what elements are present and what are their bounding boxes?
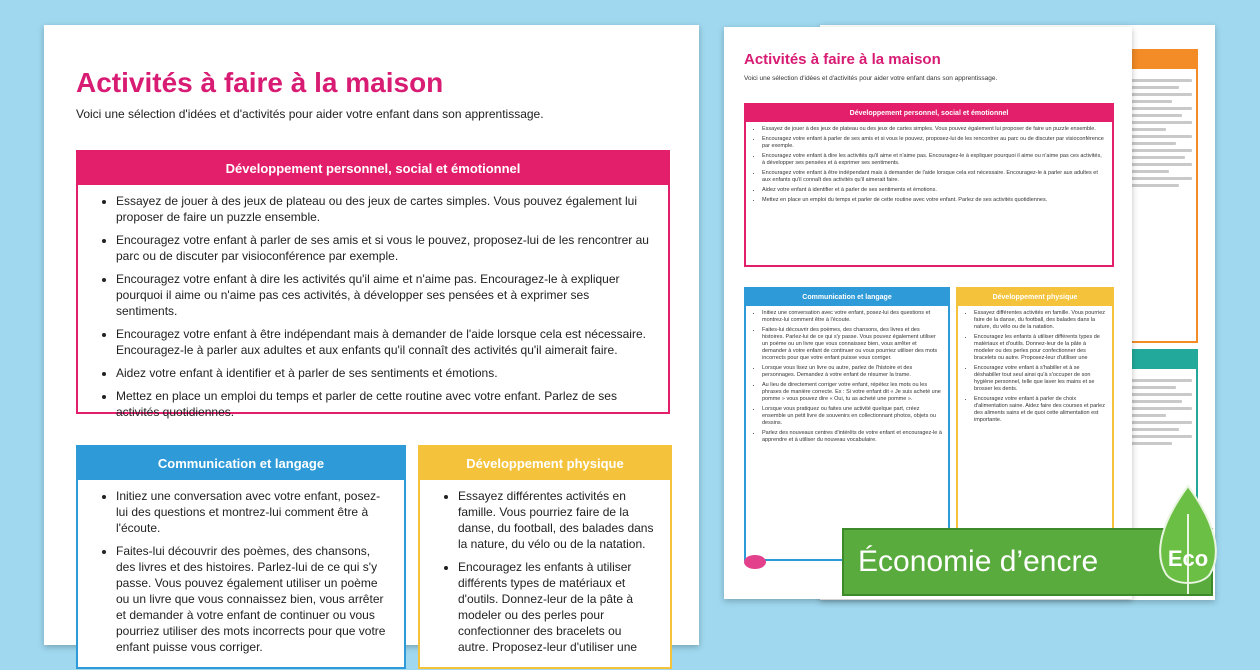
- list-item: • Encouragez les enfants à utiliser différents types de matériaux et d'outils. Donnez-leur de la pâte à modeler ou des perles pour confectionner des bracelets ou autre. Proposez-leur d'utiliser une: [458, 559, 654, 655]
- list-item: • Encouragez votre enfant à être indépendant mais à demander de l'aide lorsque cela est nécessaire. Encouragez-le à parler aux adultes et aux enfants qu'il connaît des activités qu'il aimerait faire.: [116, 326, 652, 358]
- right-page: [724, 27, 1132, 599]
- right-communication-heading: Communication et langage: [746, 289, 948, 306]
- personal-box: [76, 150, 670, 419]
- page-title: Activités à faire à la maison: [76, 67, 444, 98]
- list-item: • Mettez en place un emploi du temps et parler de cette routine avec votre enfant. Parlez de ses activités quotidiennes.: [116, 388, 652, 420]
- list-item: • Encouragez votre enfant à parler de ses amis et si vous le pouvez, proposez-lui de les rencontrer au parc ou de discuter par visioconférence par exemple.: [116, 232, 652, 264]
- leaf-icon: [1148, 484, 1228, 596]
- list-item: • Initiez une conversation avec votre enfant, posez-lui des questions et montrez-lui comment être à l'écoute.: [762, 310, 942, 324]
- list-item: • Essayez de jouer à des jeux de plateau ou des jeux de cartes simples. Vous pouvez également lui proposer de faire un puzzle ensemble.: [762, 126, 1106, 133]
- list-item: • Encouragez votre enfant à parler de ses amis et si vous le pouvez, proposez-lui de les rencontrer au parc ou de discuter par visioconférence par exemple.: [762, 136, 1106, 150]
- list-item: • Essayez différentes activités en famille. Vous pourriez faire de la danse, du football, des balades dans la nature, du vélo ou de la natation.: [974, 310, 1106, 331]
- list-item: • Encouragez votre enfant à être indépendant mais à demander de l'aide lorsque cela est nécessaire. Encouragez-le à parler aux adultes et aux enfants qu'il connaît des activités qu'il aimerait faire.: [762, 170, 1106, 184]
- communication-box: [76, 445, 406, 669]
- left-page: [44, 25, 699, 654]
- eco-label: Eco: [1167, 546, 1209, 571]
- list-item: • Encouragez votre enfant à s'habiller et à se déshabiller tout seul ainsi qu'à s'occuper de son hygiène personnel, telle que laver les mains et se brosser les dents.: [974, 365, 1106, 393]
- list-item: • Lorsque vous pratiquez ou faites une activité quelque part, créez ensemble un petit livre de souvenirs en collectionnant photos, objets ou dessins.: [762, 406, 942, 427]
- list-item: • Essayez différentes activités en famille. Vous pourriez faire de la danse, du football, des balades dans la nature, du vélo ou de la natation.: [458, 488, 654, 552]
- communication-heading: Communication et langage: [78, 447, 404, 480]
- physical-heading: Développement physique: [420, 447, 670, 480]
- personal-heading: Développement personnel, social et émotionnel: [78, 152, 668, 185]
- right-personal-box: [744, 103, 1114, 267]
- right-page-intro: Voici une sélection d'idées et d'activités pour aider votre enfant dans son apprentissage.: [744, 75, 998, 82]
- list-item: • Au lieu de directement corriger votre enfant, répétez les mots ou les phrases de manière correcte. Ex : Si votre enfant dit « Je suis acheté une pomme » vous pouvez dire « Oui, tu as acheté une pomme ».: [762, 382, 942, 403]
- physical-box: [418, 445, 672, 669]
- list-item: • Mettez en place un emploi du temps et parler de cette routine avec votre enfant. Parlez de ses activités quotidiennes.: [762, 197, 1106, 204]
- list-item: • Encouragez votre enfant à parler de choix d'alimentation saine. Aidez faire des courses et parlez des aliments sains et de quoi cette alimentation est importante.: [974, 396, 1106, 424]
- list-item: • Lorsque vous lisez un livre ou autre, parlez de l'histoire et des personnages. Demandez à votre enfant de résumer la trame.: [762, 365, 942, 379]
- list-item: • Faites-lui découvrir des poèmes, des chansons, des livres et des histoires. Parlez-lui de ce qui s'y passe. Vous pouvez également utiliser un poème ou un livre que vous connaissez bien, vous arrêter et demander à votre enfant de continuer ou vous pourriez utiliser des mots incorrects pour que votre enfant puisse vous corriger.: [116, 543, 388, 655]
- list-item: • Faites-lui découvrir des poèmes, des chansons, des livres et des histoires. Parlez-lui de ce qui s'y passe. Vous pouvez également utiliser un poème ou un livre que vous connaissez bien, vous arrêter et demander à votre enfant de continuer ou vous pourriez utiliser des mots incorrects pour que votre enfant puisse vous corriger.: [762, 327, 942, 362]
- list-item: • Encouragez votre enfant à dire les activités qu'il aime et n'aime pas. Encouragez-le à expliquer pourquoi il aime ou n'aime pas ces activités, à développer ses pensées et à exprimer ses sentiments.: [762, 153, 1106, 167]
- list-item: • Aidez votre enfant à identifier et à parler de ses sentiments et émotions.: [762, 187, 1106, 194]
- publisher-logo: [744, 555, 766, 569]
- list-item: • Aidez votre enfant à identifier et à parler de ses sentiments et émotions.: [116, 365, 652, 381]
- page-intro: Voici une sélection d'idées et d'activités pour aider votre enfant dans son apprentissage.: [76, 107, 544, 121]
- right-physical-heading: Développement physique: [958, 289, 1112, 306]
- list-item: • Encouragez votre enfant à dire les activités qu'il aime et n'aime pas. Encouragez-le à expliquer pourquoi il aime ou n'aime pas ces activités, à développer ses pensées et à exprimer ses sentiments.: [116, 271, 652, 319]
- list-item: • Initiez une conversation avec votre enfant, posez-lui des questions et montrez-lui comment être à l'écoute.: [116, 488, 388, 536]
- right-personal-heading: Développement personnel, social et émotionnel: [746, 105, 1112, 122]
- eco-badge-text: Économie d’encre: [858, 545, 1099, 578]
- list-item: • Parlez des nouveaux centres d'intérêts de votre enfant et encouragez-le à apprendre et à utiliser du nouveau vocabulaire.: [762, 430, 942, 444]
- list-item: • Encouragez les enfants à utiliser différents types de matériaux et d'outils. Donnez-leur de la pâte à modeler ou des perles pour confectionner des bracelets ou autre. Proposez-leur d'utiliser une: [974, 334, 1106, 362]
- right-communication-box: [744, 287, 950, 561]
- right-page-title: Activités à faire à la maison: [744, 51, 941, 68]
- list-item: • Essayez de jouer à des jeux de plateau ou des jeux de cartes simples. Vous pouvez également lui proposer de faire un puzzle ensemble.: [116, 193, 652, 225]
- right-physical-box: [956, 287, 1114, 561]
